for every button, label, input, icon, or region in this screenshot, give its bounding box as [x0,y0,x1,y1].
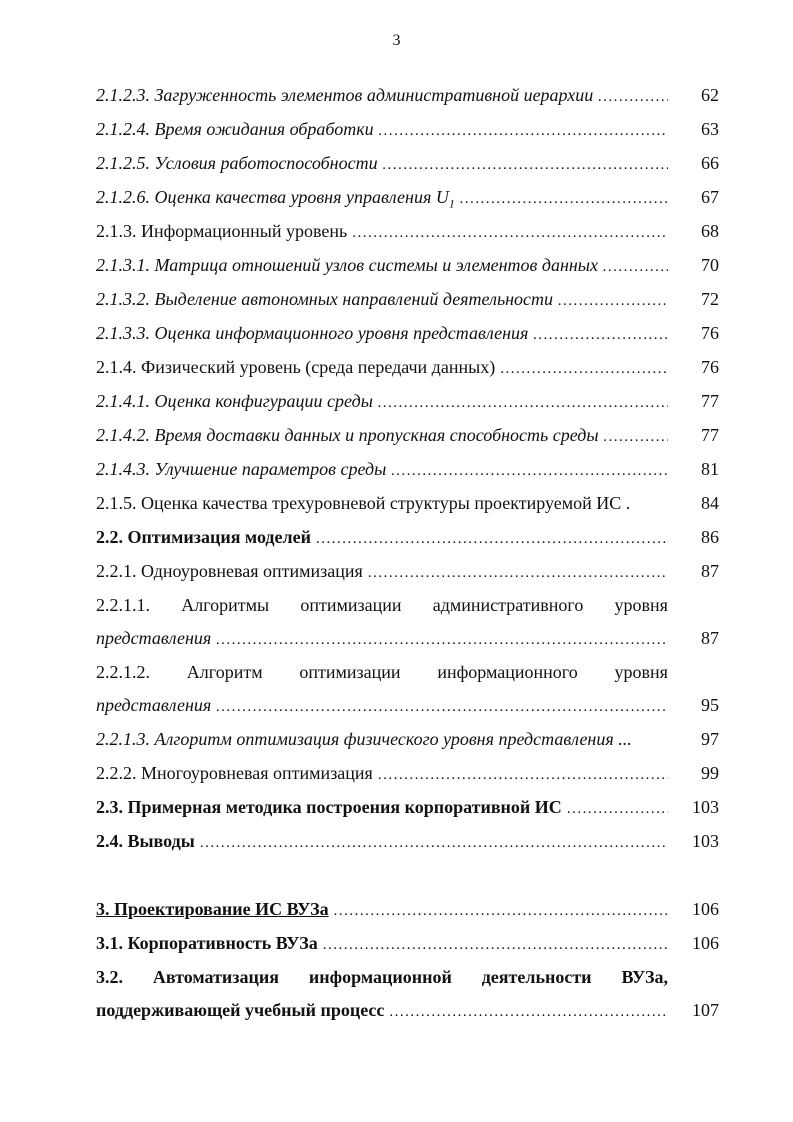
toc-entry-label: 2.1.4.3. Улучшение параметров среды [96,459,387,479]
toc-entry-label: 2.1.2.4. Время ожидания обработки [96,119,374,139]
toc-entry-label-line2: представления [96,628,212,648]
toc-entry-page: 81 [701,459,719,479]
toc-entry-label: 2.1.3.3. Оценка информационного уровня представления [96,323,529,343]
toc-entry-label: 2.1.3. Информационный уровень [96,221,348,241]
toc-word: информационного [437,662,578,682]
toc-entry-2-1-4-2 [96,420,719,450]
toc-entry-label: 2.1.5. Оценка качества трехуровневой структуры проектируемой ИС . [96,493,631,513]
toc-entry-subscript: 1 [448,196,455,211]
toc-entry-label: 2.1.3.2. Выделение автономных направлений деятельности [96,289,554,309]
toc-entry-page: 87 [701,561,719,581]
toc-entry-label: 3. Проектирование ИС ВУЗа [96,899,329,919]
toc-entry-label: 2.1.2.6. Оценка качества уровня управления [96,187,432,207]
toc-word: Автоматизация [152,967,280,987]
toc-entry-page: 72 [701,289,719,309]
toc-entry-label: 2.2. Оптимизация моделей [96,527,311,547]
toc-entry-label: 2.2.2. Многоуровневая оптимизация [96,763,373,783]
toc-entry-page: 84 [701,493,719,513]
toc-word: ВУЗа, [621,967,668,987]
toc-entry-page: 66 [701,153,719,173]
toc-entry-2-1-3-1 [96,250,719,280]
toc-word: Алгоритм [186,662,263,682]
toc-entry-page: 107 [692,1000,719,1020]
toc-entry-2-2-1 [96,556,719,586]
toc-entry-2-2 [96,522,719,552]
toc-word: деятельности [481,967,592,987]
toc-entry-2-1-3 [96,216,719,246]
toc-entry-page: 63 [701,119,719,139]
toc-word: информационной [308,967,452,987]
toc-entry-3 [96,894,719,924]
toc-entry-label: 3.1. Корпоративность ВУЗа [96,933,318,953]
toc-entry-page: 106 [692,933,719,953]
toc-entry-3-2 [96,962,719,1026]
toc-entry-label: 2.3. Примерная методика построения корпоративной ИС [96,797,562,817]
toc-entry-2-4 [96,826,719,856]
toc-entry-2-1-3-2 [96,284,719,314]
toc-entry-2-2-1-3 [96,724,719,754]
toc-entry-2-1-4 [96,352,719,382]
toc-entry-2-1-4-3 [96,454,719,484]
toc-entry-page: 95 [701,695,719,715]
toc-entry-page: 77 [701,425,719,445]
toc-word: 2.2.1.1. [96,595,150,615]
toc-entry-2-1-3-3 [96,318,719,348]
toc-entry-page: 62 [701,85,719,105]
toc-word: административного [432,595,584,615]
toc-entry-label: 2.1.2.5. Условия работоспособности [96,153,378,173]
toc-entry-page: 77 [701,391,719,411]
toc-entry-page: 86 [701,527,719,547]
toc-entry-2-2-1-2 [96,657,719,721]
toc-entry-2-1-2-6 [96,182,719,212]
toc-entry-label: 2.2.1. Одноуровневая оптимизация [96,561,363,581]
toc-entry-label: 2.1.4.1. Оценка конфигурации среды [96,391,373,411]
toc-entry-page: 99 [701,763,719,783]
toc-entry-label: 2.4. Выводы [96,831,195,851]
toc-entry-label: 2.2.1.3. Алгоритм оптимизация физического уровня представления ... [96,729,632,749]
toc-entry-page: 103 [692,797,719,817]
toc-entry-2-2-1-1 [96,590,719,654]
toc-word: 2.2.1.2. [96,662,150,682]
toc-entry-page: 76 [701,323,719,343]
toc-entry-2-1-2-5 [96,148,719,178]
toc-entry-label: 2.1.4.2. Время доставки данных и пропускная способность среды [96,425,599,445]
toc-entry-symbol: U [435,187,449,207]
toc-word: уровня [614,595,668,615]
toc-entry-page: 87 [701,628,719,648]
toc-word: оптимизации [300,595,402,615]
toc-entry-label: 2.1.4. Физический уровень (среда передачи данных) [96,357,496,377]
toc-entry-2-1-2-4 [96,114,719,144]
toc-entry-page: 97 [701,729,719,749]
toc-word: уровня [614,662,668,682]
toc-entry-3-1 [96,928,719,958]
toc-entry-2-2-2 [96,758,719,788]
toc-entry-page: 68 [701,221,719,241]
toc-entry-label-line2: поддерживающей учебный процесс [96,1000,385,1020]
toc-entry-page: 103 [692,831,719,851]
toc-word: 3.2. [96,967,123,987]
toc-entry-page: 67 [701,187,719,207]
toc-entry-2-1-5 [96,488,719,518]
toc-entry-page: 76 [701,357,719,377]
toc-word: оптимизации [299,662,401,682]
toc-entry-label: 2.1.2.3. Загруженность элементов административной иерархии [96,85,594,105]
toc-entry-2-3 [96,792,719,822]
toc-entry-2-1-2-3 [96,80,719,110]
toc-entry-label: 2.1.3.1. Матрица отношений узлов системы и элементов данных [96,255,598,275]
toc-word: Алгоритмы [181,595,270,615]
toc-entry-2-1-4-1 [96,386,719,416]
page-number: 3 [392,32,401,49]
toc-entry-page: 70 [701,255,719,275]
toc-entry-label-line2: представления [96,695,212,715]
toc-entry-page: 106 [692,899,719,919]
